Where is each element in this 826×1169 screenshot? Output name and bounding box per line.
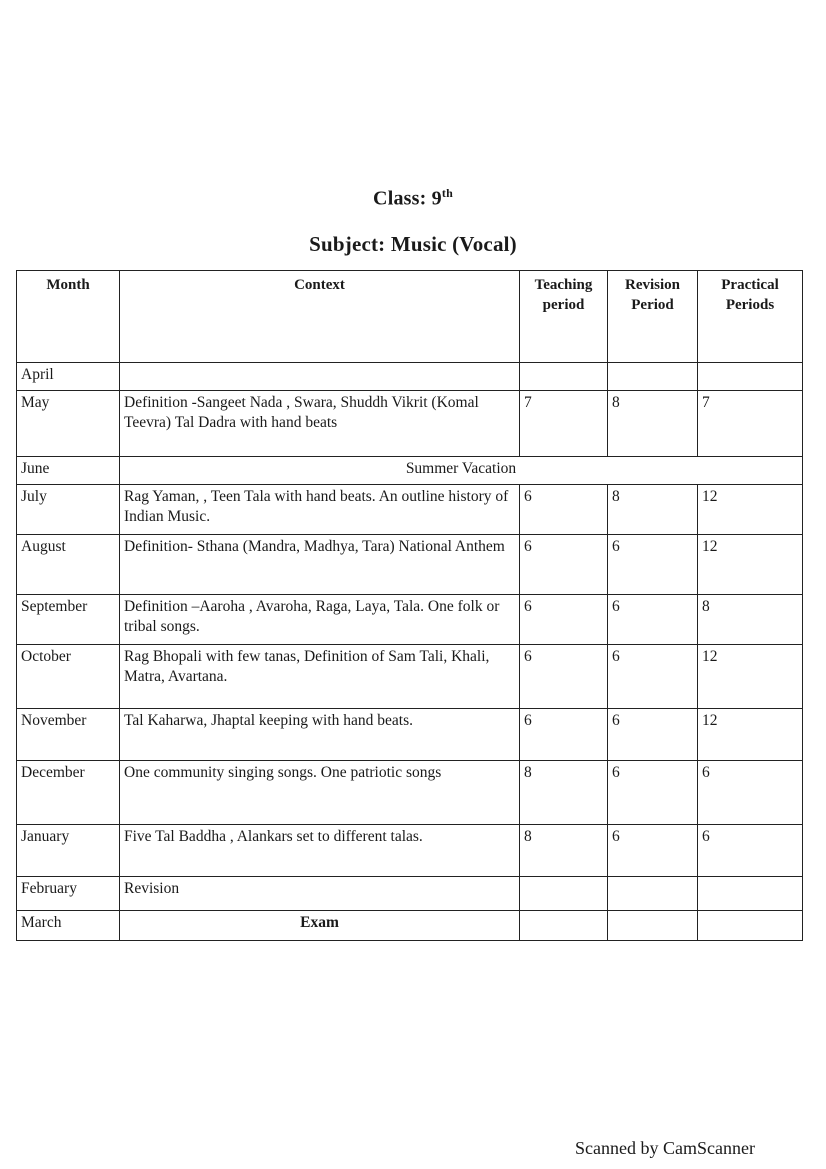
table-row	[17, 825, 803, 877]
month-cell: September	[17, 595, 120, 645]
practical-cell: 12	[698, 485, 803, 535]
month-cell: December	[17, 761, 120, 825]
revision-cell: 6	[608, 709, 698, 761]
month-cell: June	[17, 457, 120, 485]
table-row	[17, 877, 803, 911]
revision-cell	[608, 877, 698, 911]
practical-cell	[698, 877, 803, 911]
table-row	[17, 485, 803, 535]
teaching-cell: 8	[520, 761, 608, 825]
month-cell: March	[17, 911, 120, 941]
context-cell: Revision	[120, 877, 520, 911]
revision-cell: 6	[608, 535, 698, 595]
teaching-cell	[520, 877, 608, 911]
context-cell: Tal Kaharwa, Jhaptal keeping with hand beats.	[120, 709, 520, 761]
revision-cell: 6	[608, 645, 698, 709]
table-row	[17, 391, 803, 457]
context-cell: Rag Yaman, , Teen Tala with hand beats. An outline history of Indian Music.	[120, 485, 520, 535]
summer-vacation-cell: Summer Vacation	[120, 457, 803, 485]
exam-cell: Exam	[120, 911, 520, 941]
teaching-cell: 8	[520, 825, 608, 877]
table-row	[17, 595, 803, 645]
revision-cell: 8	[608, 485, 698, 535]
subject-title: Subject: Music (Vocal)	[309, 232, 517, 256]
context-cell	[120, 363, 520, 391]
teaching-cell	[520, 363, 608, 391]
revision-cell: 6	[608, 595, 698, 645]
table-row	[17, 911, 803, 941]
table-row	[17, 535, 803, 595]
month-cell: February	[17, 877, 120, 911]
header-revision-period: Revision Period	[608, 271, 698, 363]
practical-cell: 12	[698, 709, 803, 761]
context-cell: Rag Bhopali with few tanas, Definition of Sam Tali, Khali, Matra, Avartana.	[120, 645, 520, 709]
class-title: Class: 9th	[373, 186, 453, 210]
header-context: Context	[120, 271, 520, 363]
header-month: Month	[17, 271, 120, 363]
context-cell: Definition -Sangeet Nada , Swara, Shuddh Vikrit (Komal Teevra) Tal Dadra with hand beats	[120, 391, 520, 457]
month-cell: October	[17, 645, 120, 709]
table-row	[17, 363, 803, 391]
practical-cell: 6	[698, 825, 803, 877]
teaching-cell: 6	[520, 535, 608, 595]
revision-cell: 6	[608, 825, 698, 877]
teaching-cell: 7	[520, 391, 608, 457]
revision-cell: 8	[608, 391, 698, 457]
context-cell: Definition- Sthana (Mandra, Madhya, Tara) National Anthem	[120, 535, 520, 595]
table-row	[17, 709, 803, 761]
syllabus-table	[16, 270, 803, 941]
practical-cell: 12	[698, 535, 803, 595]
practical-cell: 6	[698, 761, 803, 825]
month-cell: August	[17, 535, 120, 595]
teaching-cell: 6	[520, 595, 608, 645]
teaching-cell: 6	[520, 485, 608, 535]
revision-cell	[608, 363, 698, 391]
month-cell: January	[17, 825, 120, 877]
context-cell: Definition –Aaroha , Avaroha, Raga, Laya, Tala. One folk or tribal songs.	[120, 595, 520, 645]
revision-cell	[608, 911, 698, 941]
practical-cell: 12	[698, 645, 803, 709]
context-cell: One community singing songs. One patriotic songs	[120, 761, 520, 825]
month-cell: November	[17, 709, 120, 761]
teaching-cell: 6	[520, 645, 608, 709]
teaching-cell: 6	[520, 709, 608, 761]
table-row	[17, 457, 803, 485]
table-row	[17, 761, 803, 825]
practical-cell	[698, 363, 803, 391]
class-superscript: th	[441, 186, 453, 200]
practical-cell: 8	[698, 595, 803, 645]
month-cell: July	[17, 485, 120, 535]
month-cell: April	[17, 363, 120, 391]
practical-cell	[698, 911, 803, 941]
table-row	[17, 645, 803, 709]
teaching-cell	[520, 911, 608, 941]
table-header-row	[17, 271, 803, 363]
header-practical-periods: Practical Periods	[698, 271, 803, 363]
practical-cell: 7	[698, 391, 803, 457]
context-cell: Five Tal Baddha , Alankars set to different talas.	[120, 825, 520, 877]
header-teaching-period: Teaching period	[520, 271, 608, 363]
revision-cell: 6	[608, 761, 698, 825]
scanner-watermark: Scanned by CamScanner	[575, 1138, 755, 1158]
month-cell: May	[17, 391, 120, 457]
